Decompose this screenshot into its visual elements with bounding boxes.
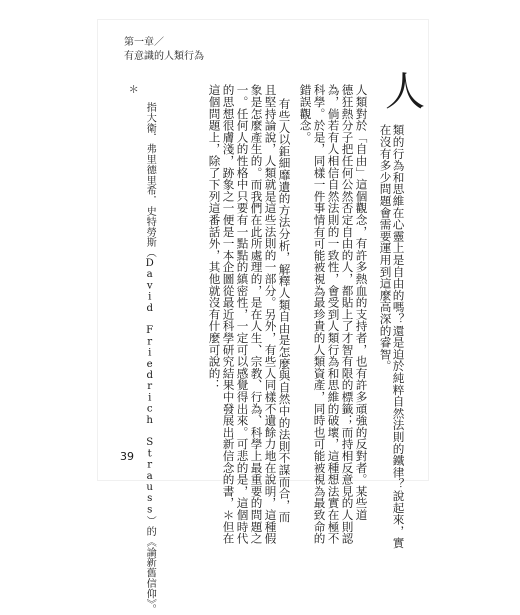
footnote-marker: ＊ xyxy=(126,84,138,95)
text-line: 錯誤觀念。 xyxy=(298,84,313,143)
running-header xyxy=(124,36,204,63)
drop-cap: 人 xyxy=(385,69,425,115)
book-page xyxy=(98,20,428,615)
page-number: 39 xyxy=(120,450,134,463)
chapter-label: 第一章／ xyxy=(124,37,164,48)
text-line: 德狂熱分子把任何公然否定自由的人，都貼上了才智有限的標籤；而持相反意見的人則認 xyxy=(340,84,355,545)
text-line: 人類對於「自由」這個觀念，有許多熱血的支持者，也有許多頑強的反對者。某些道 xyxy=(354,84,369,521)
text-line: 有些人以鉅細靡遺的方法分析，解釋人類自由是怎麼與自然中的法則不謀而合，而 xyxy=(277,98,292,523)
text-line: 在沒有多少問題會需要運用到這麼高深的睿智。 xyxy=(378,124,393,372)
text-line: 的思想很膚淺，跡象之一便是一本企圖從最近科學研究結果中發展出新信念的書，＊但在 xyxy=(221,84,236,545)
text-line: 且堅持論說，人類就是這些法則的一部分。另外，有些人同樣不遺餘力地在說明，這種假 xyxy=(263,84,278,545)
text-line: 這個問題上，除了下列這番話外，其他就沒有什麼可說的： xyxy=(207,84,222,391)
text-line: 科學。於是，同樣一件事情有可能被視為最珍貴的人類資產，同時也可能被視為最致命的 xyxy=(312,84,327,545)
text-line: 類的行為和思維在心靈上是自由的嗎？還是迫於純粹自然法則的鐵律？說起來，實 xyxy=(391,124,406,549)
chapter-subtitle: 有意識的人類行為 xyxy=(124,50,204,62)
footnote-text: 指大衛．弗里德里希．史特勞斯（David Friedrich Strauss）的《論新舊信仰》。 xyxy=(144,102,156,615)
text-line: 為，倘若有人相信自然法則的一致性，會受到人類行為和思維的破壞，這種想法實在極不 xyxy=(326,84,341,545)
text-line: 象是怎麼產生的。而我們在此所處理的，是在人生、宗教、行為、科學上最重要的問題之 xyxy=(249,84,264,545)
text-line: 一。任何人的性格中只要有一點點的縝密性，一定可以感覺得出來。可悲的是，這個時代 xyxy=(235,84,250,545)
